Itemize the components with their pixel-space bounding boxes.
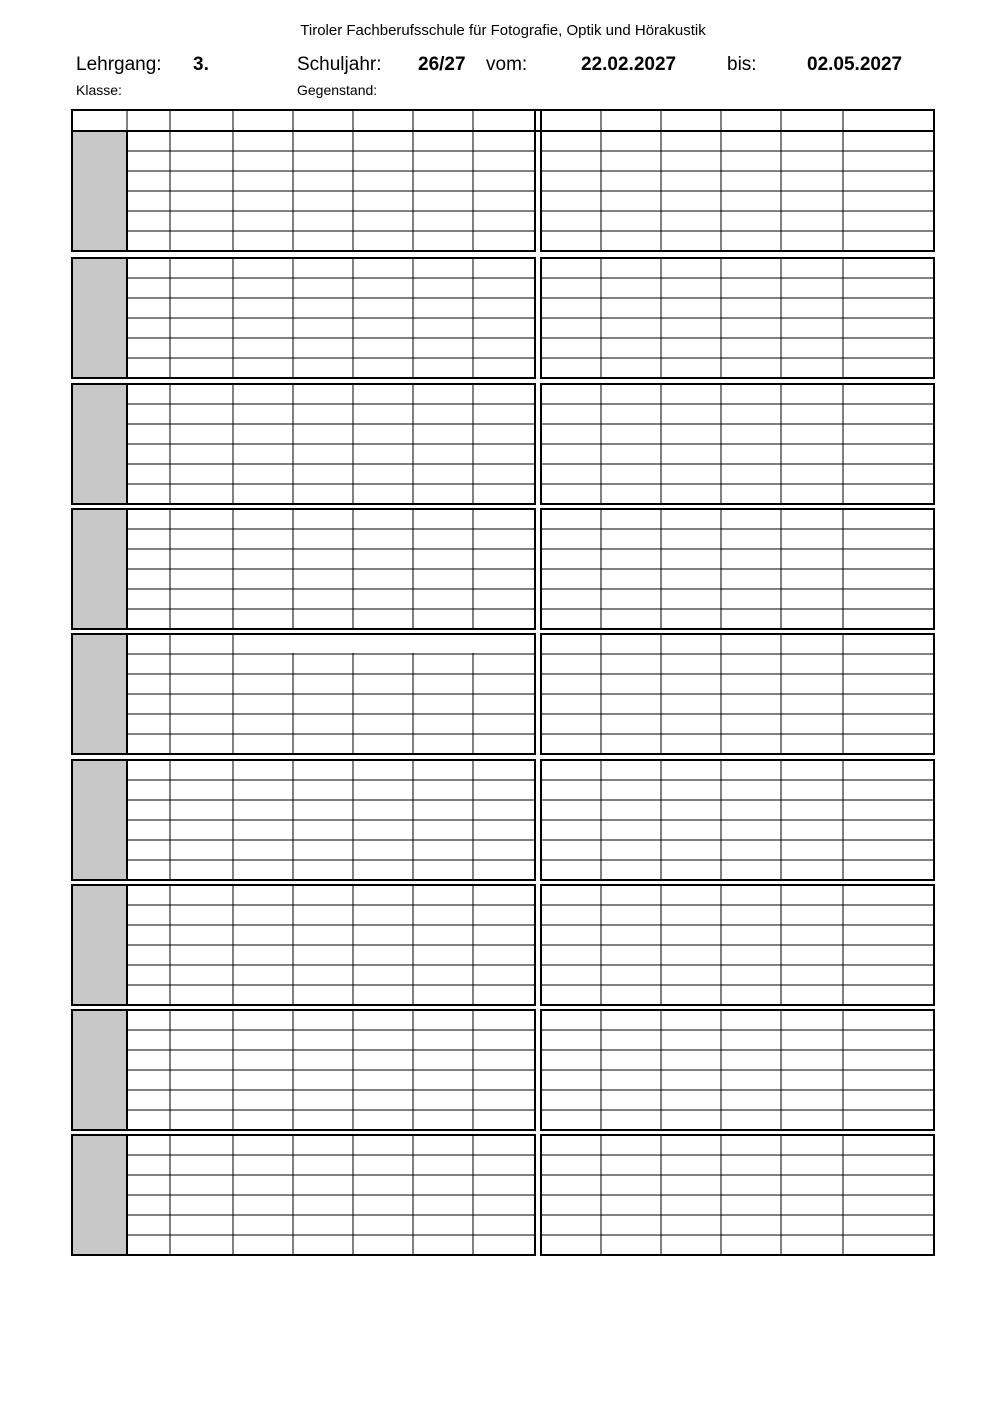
week-box <box>72 1135 127 1255</box>
week-box <box>72 258 127 378</box>
week-box <box>72 1010 127 1130</box>
vom-value: 22.02.2027 <box>581 54 677 75</box>
gegenstand-label: Gegenstand: <box>297 82 378 98</box>
lehrgang-value: 3. <box>193 54 209 75</box>
vom-label: vom: <box>486 54 528 75</box>
week-box <box>72 384 127 504</box>
klasse-label: Klasse: <box>76 82 122 98</box>
schuljahr-value: 26/27 <box>418 54 466 75</box>
school-name: Tiroler Fachberufsschule für Fotografie, Optik und Hörakustik <box>300 22 706 39</box>
header-row-border <box>72 110 934 131</box>
week-box <box>72 634 127 754</box>
week-box <box>72 885 127 1005</box>
bis-label: bis: <box>727 54 757 75</box>
bis-value: 02.05.2027 <box>807 54 903 75</box>
week-box <box>72 509 127 629</box>
lehrgang-label: Lehrgang: <box>76 54 162 75</box>
holiday-cover <box>234 635 534 653</box>
week-box <box>72 131 127 251</box>
week-box <box>72 760 127 880</box>
schuljahr-label: Schuljahr: <box>297 54 382 75</box>
